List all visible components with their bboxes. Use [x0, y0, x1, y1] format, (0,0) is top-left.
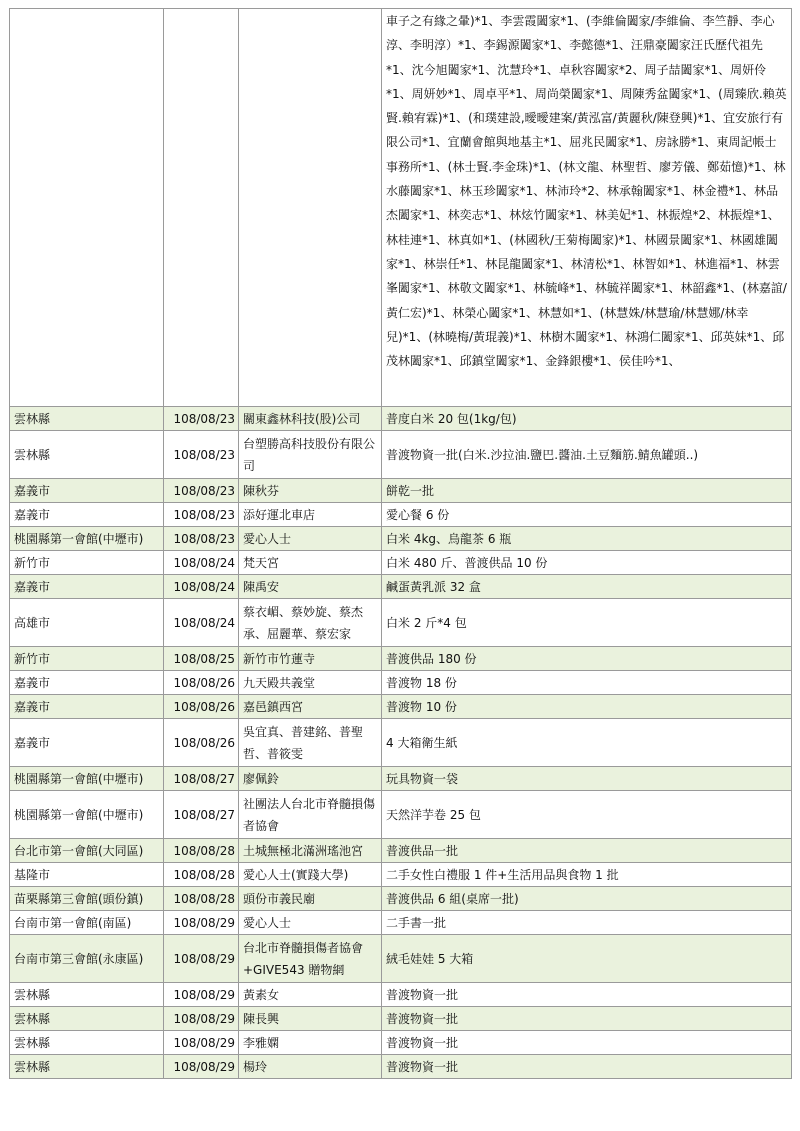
items-cell: 普渡供品 180 份 [382, 647, 792, 671]
table-row [10, 431, 792, 479]
date-cell: 108/08/26 [164, 671, 239, 695]
donor-cell: 頭份市義民廟 [239, 887, 382, 911]
table-row [10, 407, 792, 431]
donor-cell: 添好運北車店 [239, 503, 382, 527]
date-cell: 108/08/23 [164, 407, 239, 431]
items-cell: 普渡物資一批 [382, 1031, 792, 1055]
date-cell: 108/08/26 [164, 695, 239, 719]
table-row [10, 647, 792, 671]
table-row [10, 719, 792, 767]
donor-cell: 愛心人士(實踐大學) [239, 863, 382, 887]
location-cell: 基隆市 [10, 863, 164, 887]
location-cell: 台南市第三會館(永康區) [10, 935, 164, 983]
table-row [10, 983, 792, 1007]
location-cell [10, 9, 164, 407]
donor-cell: 社團法人台北市脊髓損傷者協會 [239, 791, 382, 839]
table-row [10, 791, 792, 839]
table-row [10, 575, 792, 599]
location-cell: 桃園縣第一會館(中壢市) [10, 791, 164, 839]
items-cell: 普度白米 20 包(1kg/包) [382, 407, 792, 431]
table-row [10, 671, 792, 695]
items-cell: 普渡供品一批 [382, 839, 792, 863]
location-cell: 台北市第一會館(大同區) [10, 839, 164, 863]
location-cell: 桃園縣第一會館(中壢市) [10, 767, 164, 791]
items-cell: 普渡物資一批 [382, 1055, 792, 1079]
date-cell: 108/08/28 [164, 863, 239, 887]
date-cell: 108/08/27 [164, 791, 239, 839]
items-cell: 愛心餐 6 份 [382, 503, 792, 527]
table-row [10, 935, 792, 983]
date-cell: 108/08/23 [164, 479, 239, 503]
location-cell: 雲林縣 [10, 407, 164, 431]
date-cell: 108/08/29 [164, 1007, 239, 1031]
table-row [10, 527, 792, 551]
donor-cell: 廖佩鈴 [239, 767, 382, 791]
date-cell: 108/08/25 [164, 647, 239, 671]
table-row [10, 839, 792, 863]
donor-cell: 楊玲 [239, 1055, 382, 1079]
items-cell: 二手書一批 [382, 911, 792, 935]
items-cell: 白米 480 斤、普渡供品 10 份 [382, 551, 792, 575]
donor-cell: 黃素女 [239, 983, 382, 1007]
items-cell: 絨毛娃娃 5 大箱 [382, 935, 792, 983]
location-cell: 嘉義市 [10, 479, 164, 503]
date-cell: 108/08/24 [164, 575, 239, 599]
location-cell: 嘉義市 [10, 695, 164, 719]
items-cell: 白米 4kg、烏龍茶 6 瓶 [382, 527, 792, 551]
date-cell: 108/08/27 [164, 767, 239, 791]
location-cell: 雲林縣 [10, 1031, 164, 1055]
location-cell: 雲林縣 [10, 1007, 164, 1031]
items-cell: 普渡物資一批 [382, 983, 792, 1007]
location-cell: 台南市第一會館(南區) [10, 911, 164, 935]
date-cell: 108/08/24 [164, 599, 239, 647]
table-row [10, 503, 792, 527]
table-row-continued [10, 9, 792, 407]
location-cell: 雲林縣 [10, 1055, 164, 1079]
donor-cell: 李雅嫻 [239, 1031, 382, 1055]
date-cell: 108/08/29 [164, 1031, 239, 1055]
donor-cell [239, 9, 382, 407]
table-row [10, 1055, 792, 1079]
donor-cell: 新竹市竹蓮寺 [239, 647, 382, 671]
items-cell: 白米 2 斤*4 包 [382, 599, 792, 647]
location-cell: 新竹市 [10, 551, 164, 575]
location-cell: 雲林縣 [10, 431, 164, 479]
donor-cell: 陳秋芬 [239, 479, 382, 503]
items-cell: 車子之有緣之暈)*1、李雲霞闔家*1、(李維倫闔家/李維倫、李竺靜、李心淳、李明淳）*1、李錫源闔家*1、李懿德*1、汪鼎豪闔家汪氏歷代祖先*1、沈今旭闔家*1、沈慧玲*1、卓秋容闔家*2、周子喆闔家*1、周妍伶*1、周妍妙*1、周卓平*1、周尚榮闔家*1、周陳秀盆闔家*1、(周臻欣.賴英賢.賴宥霖)*1、(和璞建設,曖曖建案/黃泓富/黃麗秋/陳登興)*1、宜安旅行有限公司*1、宜蘭會館與地基主*1、屈兆民闔家*1、房詠勝*1、東周記帳士事務所*1、(林士賢.李金珠)*1、(林文龍、林聖哲、廖芳儀、鄭茹憶)*1、林水藤闔家*1、林玉珍闔家*1、林沛玲*2、林承翰闔家*1、林金禮*1、林品杰闔家*1、林奕志*1、林炫竹闔家*1、林美妃*1、林振煌*2、林振煌*1、林桂連*1、林真如*1、(林國秋/王菊梅闔家)*1、林國景闔家*1、林國雄闔家*1、林崇任*1、林昆龍闔家*1、林清松*1、林智如*1、林進福*1、林雲峯闔家*1、林敬文闔家*1、林毓峰*1、林毓祥闔家*1、林韶鑫*1、(林嘉誼/黃仁宏)*1、林榮心闔家*1、林慧如*1、(林慧姝/林慧瑜/林慧娜/林幸兒)*1、(林曉梅/黃琨義)*1、林樹木闔家*1、林鴻仁闔家*1、邱英妹*1、邱茂林闔家*1、邱鎮堂闔家*1、金鋒銀樓*1、侯佳吟*1、 [382, 9, 792, 407]
items-cell: 普渡物資一批 [382, 1007, 792, 1031]
table-row [10, 767, 792, 791]
location-cell: 桃園縣第一會館(中壢市) [10, 527, 164, 551]
donor-cell: 嘉邑鎮西宮 [239, 695, 382, 719]
table-row [10, 1031, 792, 1055]
location-cell: 嘉義市 [10, 503, 164, 527]
location-cell: 嘉義市 [10, 575, 164, 599]
donor-cell: 愛心人士 [239, 911, 382, 935]
items-cell: 鹹蛋黃乳派 32 盒 [382, 575, 792, 599]
donor-cell: 梵天宮 [239, 551, 382, 575]
donor-cell: 陳長興 [239, 1007, 382, 1031]
table-row [10, 863, 792, 887]
date-cell: 108/08/29 [164, 1055, 239, 1079]
date-cell: 108/08/23 [164, 503, 239, 527]
items-cell: 二手女性白禮服 1 件+生活用品與食物 1 批 [382, 863, 792, 887]
donor-cell: 陳禹安 [239, 575, 382, 599]
table-row [10, 479, 792, 503]
location-cell: 嘉義市 [10, 719, 164, 767]
donor-cell: 愛心人士 [239, 527, 382, 551]
items-cell: 普渡供品 6 組(桌席一批) [382, 887, 792, 911]
donor-cell: 關東鑫林科技(股)公司 [239, 407, 382, 431]
location-cell: 苗栗縣第三會館(頭份鎮) [10, 887, 164, 911]
date-cell [164, 9, 239, 407]
donor-cell: 蔡衣嵋、蔡妙旋、蔡杰承、屈麗華、蔡宏家 [239, 599, 382, 647]
table-row [10, 887, 792, 911]
donor-cell: 九天殿共義堂 [239, 671, 382, 695]
date-cell: 108/08/29 [164, 911, 239, 935]
table-row [10, 1007, 792, 1031]
date-cell: 108/08/28 [164, 839, 239, 863]
donor-cell: 土城無極北滿洲瑤池宮 [239, 839, 382, 863]
table-row [10, 695, 792, 719]
date-cell: 108/08/26 [164, 719, 239, 767]
location-cell: 嘉義市 [10, 671, 164, 695]
donation-table-body [10, 9, 792, 1079]
date-cell: 108/08/28 [164, 887, 239, 911]
table-row [10, 551, 792, 575]
items-cell: 餅乾一批 [382, 479, 792, 503]
date-cell: 108/08/24 [164, 551, 239, 575]
donor-cell: 吳宜真、普建銘、普聖哲、普筱雯 [239, 719, 382, 767]
location-cell: 新竹市 [10, 647, 164, 671]
table-row [10, 911, 792, 935]
items-cell: 天然洋芋卷 25 包 [382, 791, 792, 839]
donor-cell: 台塑勝高科技股份有限公司 [239, 431, 382, 479]
location-cell: 雲林縣 [10, 983, 164, 1007]
donor-cell: 台北市脊髓損傷者協會+GIVE543 贈物網 [239, 935, 382, 983]
donation-table [9, 8, 792, 1079]
items-cell: 4 大箱衛生紙 [382, 719, 792, 767]
items-cell: 普渡物 18 份 [382, 671, 792, 695]
location-cell: 高雄市 [10, 599, 164, 647]
date-cell: 108/08/23 [164, 431, 239, 479]
items-cell: 普渡物資一批(白米.沙拉油.鹽巴.醬油.土豆麵筋.鯖魚罐頭..) [382, 431, 792, 479]
date-cell: 108/08/29 [164, 983, 239, 1007]
items-cell: 普渡物 10 份 [382, 695, 792, 719]
items-cell: 玩具物資一袋 [382, 767, 792, 791]
table-row [10, 599, 792, 647]
date-cell: 108/08/29 [164, 935, 239, 983]
date-cell: 108/08/23 [164, 527, 239, 551]
